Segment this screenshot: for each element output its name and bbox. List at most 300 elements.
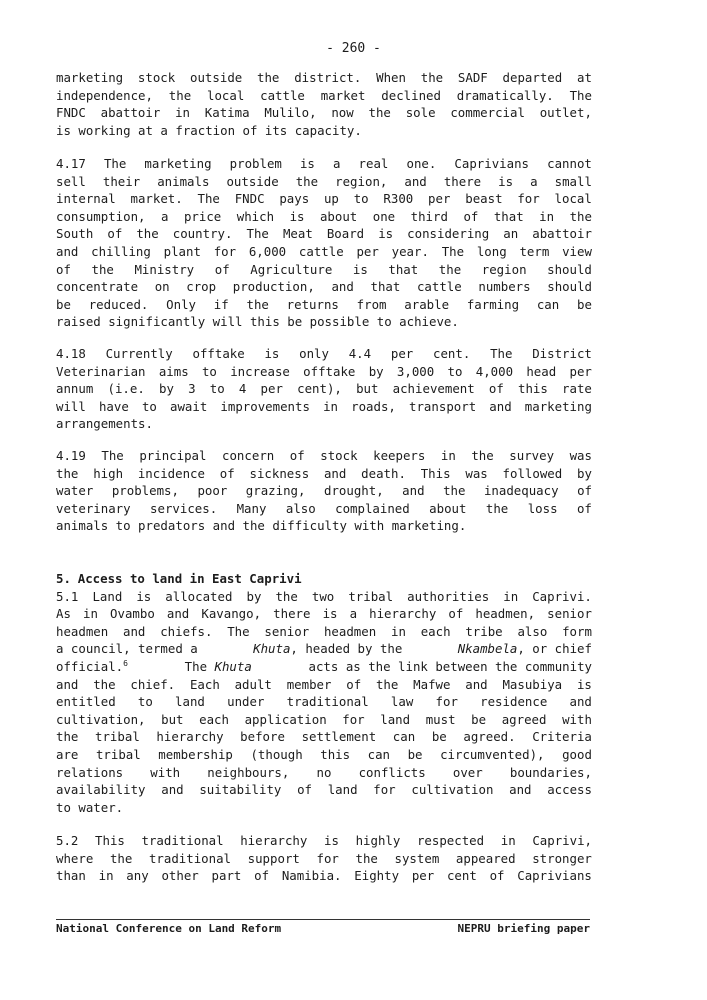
text-line (56, 296, 592, 314)
word: adult (234, 676, 272, 692)
word: of (488, 381, 504, 397)
word: in (175, 105, 191, 121)
word: small (554, 173, 592, 189)
word: departed (502, 70, 563, 85)
word: where (56, 850, 94, 866)
word: of (219, 465, 235, 481)
word: marketing (524, 398, 592, 414)
word: tribal (95, 746, 141, 762)
text-line (56, 208, 592, 226)
word: Katima (204, 105, 250, 121)
word: This (420, 465, 451, 481)
word: and (56, 676, 79, 692)
text-line (56, 605, 592, 623)
word: The (246, 226, 269, 242)
word: the (355, 850, 378, 866)
word: outside (190, 70, 243, 85)
word: farming (466, 296, 520, 312)
word: 3,000 (396, 363, 435, 379)
khuta-term: Khuta (214, 658, 252, 674)
word: outlet, (539, 105, 592, 121)
word: is (498, 173, 514, 189)
word: cent (446, 868, 477, 884)
word: can (392, 729, 416, 745)
text-line (56, 850, 592, 868)
word: good (562, 746, 592, 762)
word: under (227, 694, 265, 710)
word: grazing, (245, 483, 306, 499)
word: for (342, 711, 365, 727)
word: per (411, 868, 435, 884)
word: 4.17 (56, 156, 86, 171)
word: survey (509, 448, 555, 463)
word: local (554, 191, 592, 207)
word: by (159, 381, 174, 397)
text-line (56, 225, 592, 243)
word: The (103, 156, 127, 171)
word: system (394, 850, 440, 866)
word: headmen (323, 623, 377, 639)
word: the (443, 483, 466, 499)
word: Veterinarian (56, 363, 146, 379)
word: by (246, 588, 262, 604)
word: cultivation, (56, 711, 146, 727)
word: in (98, 868, 114, 884)
word: 4.4 (348, 346, 372, 361)
word: and (323, 465, 347, 481)
word: that (388, 261, 419, 277)
word: law (390, 694, 414, 710)
word: and (331, 279, 354, 295)
word: cent), (297, 381, 342, 397)
word: to (447, 363, 463, 379)
word: The (197, 191, 220, 207)
word: to (209, 381, 225, 397)
text-line (56, 711, 592, 729)
word: are (56, 746, 79, 762)
word: 4.18 (56, 346, 86, 361)
word: to (353, 191, 369, 207)
word: was (569, 448, 592, 463)
word: for (373, 782, 396, 798)
word: the (168, 87, 192, 103)
word: is (324, 833, 339, 848)
word: their (102, 173, 141, 189)
footer-rule (56, 919, 590, 920)
word: cent. (433, 346, 471, 361)
word: an (503, 226, 519, 242)
word: followed (502, 465, 563, 481)
word: stronger (532, 850, 592, 866)
word: outside (226, 173, 279, 189)
word: arable (404, 296, 450, 312)
word: Caprivi, (532, 833, 592, 848)
text-line: is working at a fraction of its capacity. (56, 122, 362, 138)
word: of (107, 226, 123, 242)
word: Many (236, 500, 267, 516)
word: of (576, 500, 592, 516)
text-line: to water. (56, 799, 124, 815)
word: The (569, 87, 592, 103)
word: before (240, 729, 285, 745)
word: allocated (165, 588, 233, 604)
text-line (56, 746, 592, 764)
word: poor (197, 483, 228, 499)
word: real (358, 156, 389, 171)
nkambela-term: Nkambela (457, 641, 518, 657)
word: region (481, 261, 527, 277)
text-line (56, 155, 592, 173)
text-line (56, 243, 592, 261)
word: The (101, 448, 124, 463)
word: other (161, 868, 199, 884)
word: traditional (148, 850, 232, 866)
section-number: 5. (56, 571, 71, 586)
word: R300 (383, 191, 414, 207)
word: each (420, 623, 451, 639)
word: for (316, 850, 339, 866)
word: drought, (323, 483, 384, 499)
word: considering (407, 226, 490, 242)
word: Namibia. (281, 868, 342, 884)
text-line (56, 69, 592, 87)
word: (i.e. (107, 381, 145, 397)
word: hierarchy (156, 729, 224, 745)
word: application (244, 711, 327, 727)
word: to (141, 398, 157, 414)
word: tribal (348, 588, 394, 604)
text-line (56, 500, 592, 518)
word: third (410, 208, 448, 224)
word: should (547, 279, 592, 295)
word: was (465, 465, 488, 481)
word: is (352, 261, 368, 277)
text-line (56, 676, 592, 694)
word: senior (264, 623, 310, 639)
word: 4 (238, 381, 247, 397)
word: this (320, 746, 351, 762)
word: and (404, 173, 427, 189)
word: Meat (282, 226, 313, 242)
word: SADF (457, 70, 488, 85)
word: member (286, 676, 332, 692)
word: form (562, 623, 592, 639)
word: respected (416, 833, 485, 848)
word: the (56, 465, 79, 481)
word: for (213, 243, 237, 259)
word: abattoir (532, 226, 592, 242)
text-line (56, 398, 592, 416)
word: sole (405, 105, 436, 121)
word: region, (335, 173, 388, 189)
word: 6,000 (248, 243, 287, 259)
word: aims (158, 363, 189, 379)
footer-right: NEPRU briefing paper (457, 922, 590, 935)
word: district. (294, 70, 362, 85)
word: at (577, 70, 592, 85)
word: consumption, (56, 208, 146, 224)
khuta-term: Khuta (253, 641, 291, 657)
word: Each (189, 676, 220, 692)
word: of (297, 782, 313, 798)
word: the (275, 588, 298, 604)
word: (though (250, 746, 303, 762)
word: Agriculture (250, 261, 333, 277)
text-line: arrangements. (56, 416, 153, 432)
word: Land (92, 588, 123, 604)
word: annum (56, 381, 94, 397)
word: on (154, 279, 170, 295)
word: with (150, 764, 181, 780)
word: in (323, 398, 338, 414)
word: Criteria (532, 729, 592, 745)
word: Caprivi. (532, 588, 592, 604)
word: traditional (286, 694, 369, 710)
word: cattle (416, 279, 462, 295)
text-line (56, 781, 592, 799)
word: FNDC (56, 105, 86, 121)
text-line (56, 104, 592, 122)
word: only (299, 346, 329, 361)
word: a (530, 173, 538, 189)
word: there (443, 173, 482, 189)
word: Mafwe (413, 676, 451, 692)
word: price (183, 208, 222, 224)
word: dramatically. (456, 87, 554, 103)
word: market (320, 87, 366, 103)
word: cultivation (411, 782, 494, 798)
word: concern (222, 448, 275, 463)
word: per (260, 381, 283, 397)
word: headmen (56, 623, 109, 639)
word: support (247, 850, 300, 866)
word: of (289, 448, 305, 463)
word: entitled (56, 694, 116, 710)
paragraph-intro (56, 69, 592, 139)
word: residence (480, 694, 548, 710)
word: cannot (547, 156, 592, 171)
word: must (425, 711, 456, 727)
word: marketing (56, 70, 124, 85)
word: that (370, 279, 401, 295)
word: Caprivians (517, 868, 592, 884)
word: veterinary (56, 500, 131, 516)
word: by (577, 465, 592, 481)
text-line: official.$^6$ The Khuta acts as the link between the community (56, 658, 592, 674)
word: senior (547, 606, 592, 622)
word: is (576, 676, 592, 692)
word: reduced. (88, 296, 149, 312)
word: marketing (144, 156, 212, 171)
word: high (93, 465, 124, 481)
word: Caprivians (454, 156, 530, 171)
word: cattle (260, 87, 305, 103)
paragraph-5-2 (56, 832, 592, 885)
word: chiefs. (160, 623, 213, 639)
word: also (517, 623, 548, 639)
word: and (465, 676, 488, 692)
footer-left: National Conference on Land Reform (56, 922, 282, 935)
word: abattoir (100, 105, 161, 121)
word: The (441, 243, 465, 259)
word: Ministry (134, 261, 195, 277)
word: and (489, 398, 512, 414)
word: South (56, 226, 94, 242)
word: land (175, 694, 205, 710)
word: which (236, 208, 275, 224)
word: market. (130, 191, 183, 207)
word: from (356, 296, 387, 312)
text-line: animals to predators and the difficulty with marketing. (56, 518, 467, 534)
word: water (56, 483, 94, 499)
word: be (407, 746, 423, 762)
word: and (509, 782, 532, 798)
word: The (490, 346, 513, 361)
word: in (503, 588, 519, 604)
word: rate (562, 381, 592, 397)
word: agreed (501, 711, 547, 727)
word: the (375, 676, 399, 692)
word: that (493, 208, 524, 224)
word: production, (232, 279, 315, 295)
word: the (569, 208, 592, 224)
word: part (211, 868, 242, 884)
word: the (56, 729, 79, 745)
word: the (93, 676, 116, 692)
word: head (526, 363, 557, 379)
word: is (136, 588, 152, 604)
word: if (213, 296, 229, 312)
word: keepers (373, 448, 426, 463)
word: over (452, 764, 483, 780)
word: a (161, 208, 169, 224)
word: pays (279, 191, 310, 207)
word: there (273, 606, 311, 622)
word: per (428, 191, 451, 207)
word: of (463, 208, 479, 224)
word: for (435, 694, 458, 710)
word: long (476, 243, 507, 259)
word: in (390, 623, 406, 639)
word: problems, (111, 483, 179, 499)
word: country. (172, 226, 233, 242)
word: Eighty (354, 868, 400, 884)
word: is (378, 226, 394, 242)
word: the (246, 296, 269, 312)
word: of (577, 483, 592, 499)
word: should (547, 261, 592, 277)
word: internal (56, 191, 116, 207)
word: the (420, 70, 444, 85)
word: hierarchy (240, 833, 308, 848)
word: the (471, 448, 494, 463)
section-title: Access to land in East Caprivi (77, 571, 302, 586)
text-line (56, 482, 592, 500)
word: stock (137, 70, 176, 85)
word: animals (157, 173, 210, 189)
word: is (299, 156, 315, 171)
word: with (562, 711, 592, 727)
word: a (349, 606, 358, 622)
word: be (431, 729, 447, 745)
word: be (577, 296, 592, 312)
word: of (214, 261, 230, 277)
word: commercial (450, 105, 525, 121)
word: numbers (478, 279, 531, 295)
word: cattle (298, 243, 344, 259)
word: beast (465, 191, 503, 207)
word: 4.19 (56, 448, 86, 463)
word: offtake (303, 363, 356, 379)
word: the (485, 500, 509, 516)
text-line (56, 623, 592, 641)
word: FNDC (234, 191, 265, 207)
word: about (429, 500, 467, 516)
word: about (319, 208, 358, 224)
word: independence, (56, 87, 153, 103)
text-line (56, 380, 592, 398)
footnote-ref: 6 (123, 658, 128, 668)
page-footer (56, 922, 590, 935)
word: sell (56, 173, 86, 189)
word: highly (355, 833, 401, 848)
word: and (166, 606, 190, 622)
text-line (56, 87, 592, 105)
word: achievement (392, 381, 475, 397)
word: and (402, 483, 425, 499)
word: Mulilo, (264, 105, 317, 121)
word: of (56, 261, 71, 277)
word: can (536, 296, 560, 312)
paragraph-4-19 (56, 447, 592, 535)
word: of (254, 868, 270, 884)
word: Only (166, 296, 197, 312)
word: complained (335, 500, 410, 516)
word: this (518, 381, 548, 397)
text-line (56, 173, 592, 191)
word: but (356, 381, 379, 397)
word: can (367, 746, 391, 762)
word: transport (409, 398, 477, 414)
word: District (532, 346, 592, 361)
word: local (207, 87, 245, 103)
word: traditional (141, 833, 224, 848)
text-line (56, 764, 592, 782)
word: Board (326, 226, 365, 242)
word: relations (56, 764, 124, 780)
word: now (331, 105, 354, 121)
word: inadequacy (483, 483, 559, 499)
word: of (489, 868, 505, 884)
word: Masubiya (502, 676, 563, 692)
word: headmen, (475, 606, 536, 622)
word: no (316, 764, 332, 780)
word: tribal (95, 729, 140, 745)
word: the (438, 261, 462, 277)
section-heading (56, 570, 592, 588)
word: loss (527, 500, 558, 516)
word: principal (139, 448, 207, 463)
text-line (56, 278, 592, 296)
word: authorities (407, 588, 490, 604)
word: per (569, 363, 592, 379)
word: have (98, 398, 129, 414)
word: tribe (465, 623, 503, 639)
word: concentrate (56, 279, 139, 295)
word: offtake (192, 346, 245, 361)
word: incidence (137, 465, 205, 481)
text-line: raised significantly will this be possible to achieve. (56, 314, 459, 330)
